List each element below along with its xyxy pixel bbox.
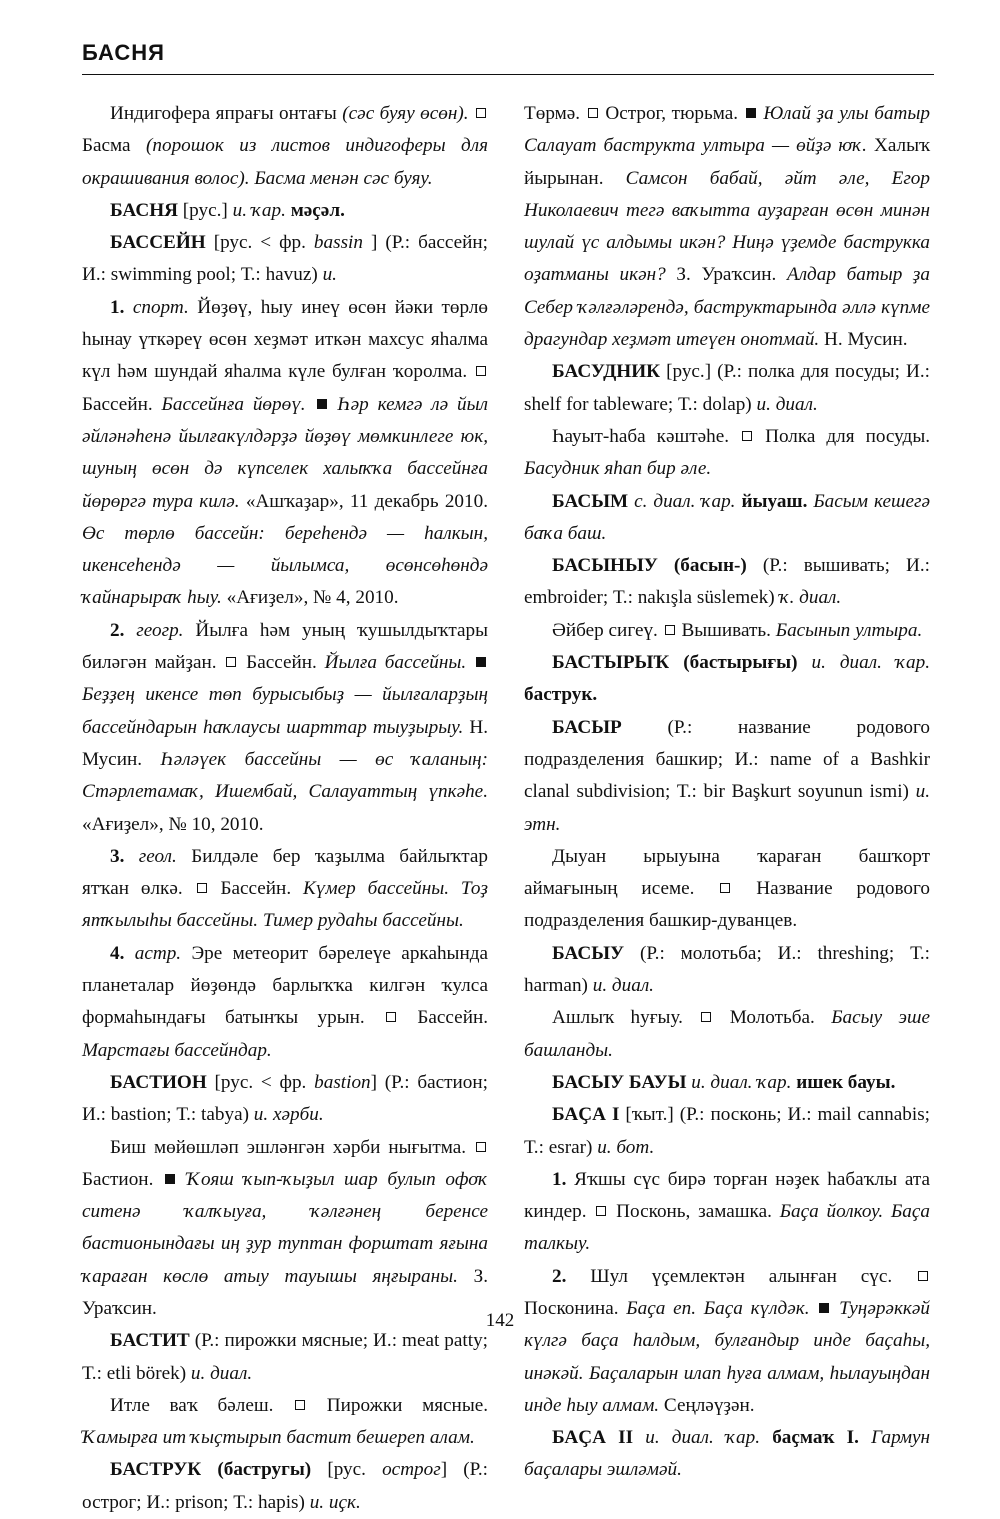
headword: БАСНЯ xyxy=(110,199,178,221)
entry-bastit-def: Итле ваҡ бәлеш. Пирожки мясные. Ҡамырға ит ҡыҫтырып бастит бешереп алам. xyxy=(82,1394,489,1449)
entry-basa-1-sense-1: 1. Яҡшы сүс бирә торған нәҙек һабаҡлы ата киндер. Посконь, замашка. Баҫа йолкоу. Баҫа талкыу. xyxy=(524,1168,931,1255)
translation-square-icon xyxy=(226,657,236,667)
entry-basyr-def: Дыуан ырыуына ҡараған башҡорт аймағының исеме. Название родового подразделения башкир-дуванцев. xyxy=(524,845,931,932)
entry-basyr: БАСЫР (Р.: название родового подразделения башкир; И.: name of a Bashkir clanal subdivision; Т.: bir Başkurt soyunun ismi) и. этн. xyxy=(524,716,930,835)
translation-square-icon xyxy=(918,1271,928,1281)
entry-basudnik-def: Һауыт-һаба кәштәһе. Полка для посуды. Басудник яһап бир әле. xyxy=(524,425,931,480)
page-header xyxy=(82,40,934,75)
entry-basynyu-def: Әйбер сигеү. Вышивать. Басынып ултыра. xyxy=(552,619,923,641)
translation-square-icon xyxy=(720,883,730,893)
sense-1: 1. спорт. Йөҙөү, һыу инеү өсөн йәки төрлө һынау үткәреү өсөн хеҙмәт иткән махсус яһалма күл һәм шундай яһалма күле булған ҡоролма. Бассейн. Бассейнға йөрөү. Һәр кемгә лә йыл әйләнәһенә йылғакүлдәрҙә йөҙөү мөмкинлеге юк, шуның өсөн дә күпселек халыҡҡа бассейнға йөрөргә тура килә. «Ашҡаҙар», 11 декабрь 2010. Өс төрлө бассейн: береһендә — һалкын, икенсеһендә — йылымса, өсөнсөһөндә ҡайнарыраҡ һыу. «Ағиҙел», № 4, 2010. xyxy=(82,296,489,609)
entry-bastion-def: Биш мөйөшләп эшләнгән хәрби нығытма. Бастион. Ҡояш ҡып-ҡыҙыл шар булып офоҡ ситенә ҡалҡыуға, ҡәлғәнең беренсе бастионындағы иң ҙур туптан форштат яғына ҡараған көслө атыу тауышы яңғыраны. З. Ураҡсин. xyxy=(82,1136,489,1319)
headword: БАСТИТ xyxy=(110,1330,190,1352)
example-square-icon xyxy=(746,108,756,118)
headword: БАСУДНИК xyxy=(552,361,661,383)
entry-bastruk-def: Төрмә. Острог, тюрьма. Юлай ҙа улы батыр Салауат баструкта ултыра — өйҙә юҡ. Халыҡ йырынан. Самсон бабай, әйт әле, Егор Николаевич тегә ваҡытта ауҙарған өсөн минән шулай үс алдымы икән? Ниңә үҙемде баструкка оҙатманы икән? З. Ураҡсин. Алдар батыр ҙа Себер ҡәлғәләрендә, баструктарында әллә күпме драгундар хеҙмәт итеүен онотмай. Н. Мусин. xyxy=(524,103,931,351)
headword: БАСЫР xyxy=(552,716,622,738)
headword: БАСТИОН xyxy=(110,1071,207,1093)
translation-square-icon xyxy=(742,431,752,441)
entry-basyu-bauy: БАСЫУ БАУЫ и. диал. ҡар. ишек бауы. xyxy=(552,1071,896,1093)
entry-basa-1-sense-2: 2. Шул үҫемлектән алынған сүс. Посконина. Баҫа еп. Баҫа күлдәк. Туңәрәккәй күлгә баҫа һалдым, булғандыр инде баҫаһы, инәкәй. Баҫаларын илап һуға алмам, һылауыңдан инде һыу алмам. Сеңләүҙән. xyxy=(524,1265,931,1416)
sense-4: 4. астр. Эре метеорит бәрелеүе аркаһында планеталар йөҙөндә барлыҡҡа килгән ҡулса формаһындағы батынҡы урын. Бассейн. Марстағы бассейндар. xyxy=(82,942,489,1061)
translation-square-icon xyxy=(476,1142,486,1152)
sense-3: 3. геол. Билдәле бер ҡаҙылма байлыҡтар ятҡан өлкә. Бассейн. Күмер бассейны. Тоҙ ятҡылыһы бассейны. Тимер рудаһы бассейны. xyxy=(82,845,489,932)
translation-square-icon xyxy=(386,1012,396,1022)
translation-square-icon xyxy=(476,366,486,376)
left-column xyxy=(82,98,488,1519)
headword: БАҪА I xyxy=(552,1104,620,1126)
entry-bastion: БАСТИОН [рус. < фр. bastion] (Р.: бастион; И.: bastion; Т.: tabya) и. хәрби. xyxy=(82,1071,488,1126)
page-number: 142 xyxy=(485,1310,515,1331)
running-head: БАСНЯ xyxy=(82,40,165,65)
headword: БАСТЫРЫҠ (бастырығы) xyxy=(552,652,798,674)
example-square-icon xyxy=(165,1174,175,1184)
headword: БАССЕЙН xyxy=(110,232,206,254)
entry-basyu-def: Ашлыҡ һуғыу. Молотьба. Басыу эше башланды. xyxy=(524,1007,931,1061)
headword: БАҪА II xyxy=(552,1427,634,1449)
entry-basseyn: БАССЕЙН [рус. < фр. bassin ] (Р.: бассейн; И.: swimming pool; Т.: havuz) и. xyxy=(82,232,489,286)
entry-basym: БАСЫМ с. диал. ҡар. йыуаш. Басым кешегә баҡа баш. xyxy=(524,490,930,544)
right-column xyxy=(524,98,930,1487)
entry-basyu: БАСЫУ (Р.: молотьба; И.: threshing; Т.: harman) и. диал. xyxy=(524,942,930,997)
headword: БАСЫНЫУ (басын-) xyxy=(552,555,747,577)
entry-bastit: БАСТИТ (Р.: пирожки мясные; И.: meat patty; Т.: etli börek) и. диал. xyxy=(82,1330,489,1384)
translation-square-icon xyxy=(665,625,675,635)
entry-basynyu: БАСЫНЫУ (басын-) (Р.: вышивать; И.: embroider; Т.: nakışla süslemek) ҡ. диал. xyxy=(524,555,931,609)
entry-basnya: БАСНЯ [рус.] и. ҡар. мәҫәл. xyxy=(110,199,345,221)
entry-basudnik: БАСУДНИК [рус.] (Р.: полка для посуды; И.: shelf for tableware; Т.: dolap) и. диал. xyxy=(524,361,930,415)
sense-2: 2. геогр. Йылға һәм уның ҡушылдыҡтары биләгән майҙан. Бассейн. Йылға бассейны. Беҙҙең икенсе төп бурысыбыҙ — йылғаларҙың бассейндарын һаҡлаусы шарттар тыуҙырыу. Н. Мусин. Һәләүек бассейны — өс ҡаланың: Стәрлетамаҡ, Ишембай, Салауаттың үпкәһе. «Ағиҙел», № 10, 2010. xyxy=(82,619,489,835)
entry-basa-2: БАҪА II и. диал. ҡар. баҫмаҡ I. Гармун баҫалары эшләмәй. xyxy=(524,1427,931,1481)
headword: БАСТРУК (бастругы) xyxy=(110,1459,312,1481)
example-square-icon xyxy=(476,657,486,667)
entry-continuation: Индигофера япрағы онтағы (сәс буяу өсөн). Басма (порошок из листов индигоферы для окрашивания волос). Басма менән сәс буяу. xyxy=(82,103,489,189)
example-square-icon xyxy=(317,399,327,409)
headword: БАСЫМ xyxy=(552,490,629,512)
entry-basa-1: БАҪА I [ҡыт.] (Р.: посконь; И.: mail cannabis; Т.: esrar) и. бот. xyxy=(524,1104,930,1158)
translation-square-icon xyxy=(197,883,207,893)
entry-bastruk: БАСТРУК (бастругы) [рус. острог] (Р.: острог; И.: prison; Т.: hapis) и. иҫк. xyxy=(82,1459,489,1513)
headword: БАСЫУ БАУЫ xyxy=(552,1071,687,1093)
translation-square-icon xyxy=(588,108,598,118)
translation-square-icon xyxy=(295,1400,305,1410)
entry-bastyryk: БАСТЫРЫҠ (бастырығы) и. диал. ҡар. баструк. xyxy=(524,652,930,706)
headword: БАСЫУ xyxy=(552,942,625,964)
translation-square-icon xyxy=(596,1206,606,1216)
translation-square-icon xyxy=(476,108,486,118)
translation-square-icon xyxy=(701,1012,711,1022)
